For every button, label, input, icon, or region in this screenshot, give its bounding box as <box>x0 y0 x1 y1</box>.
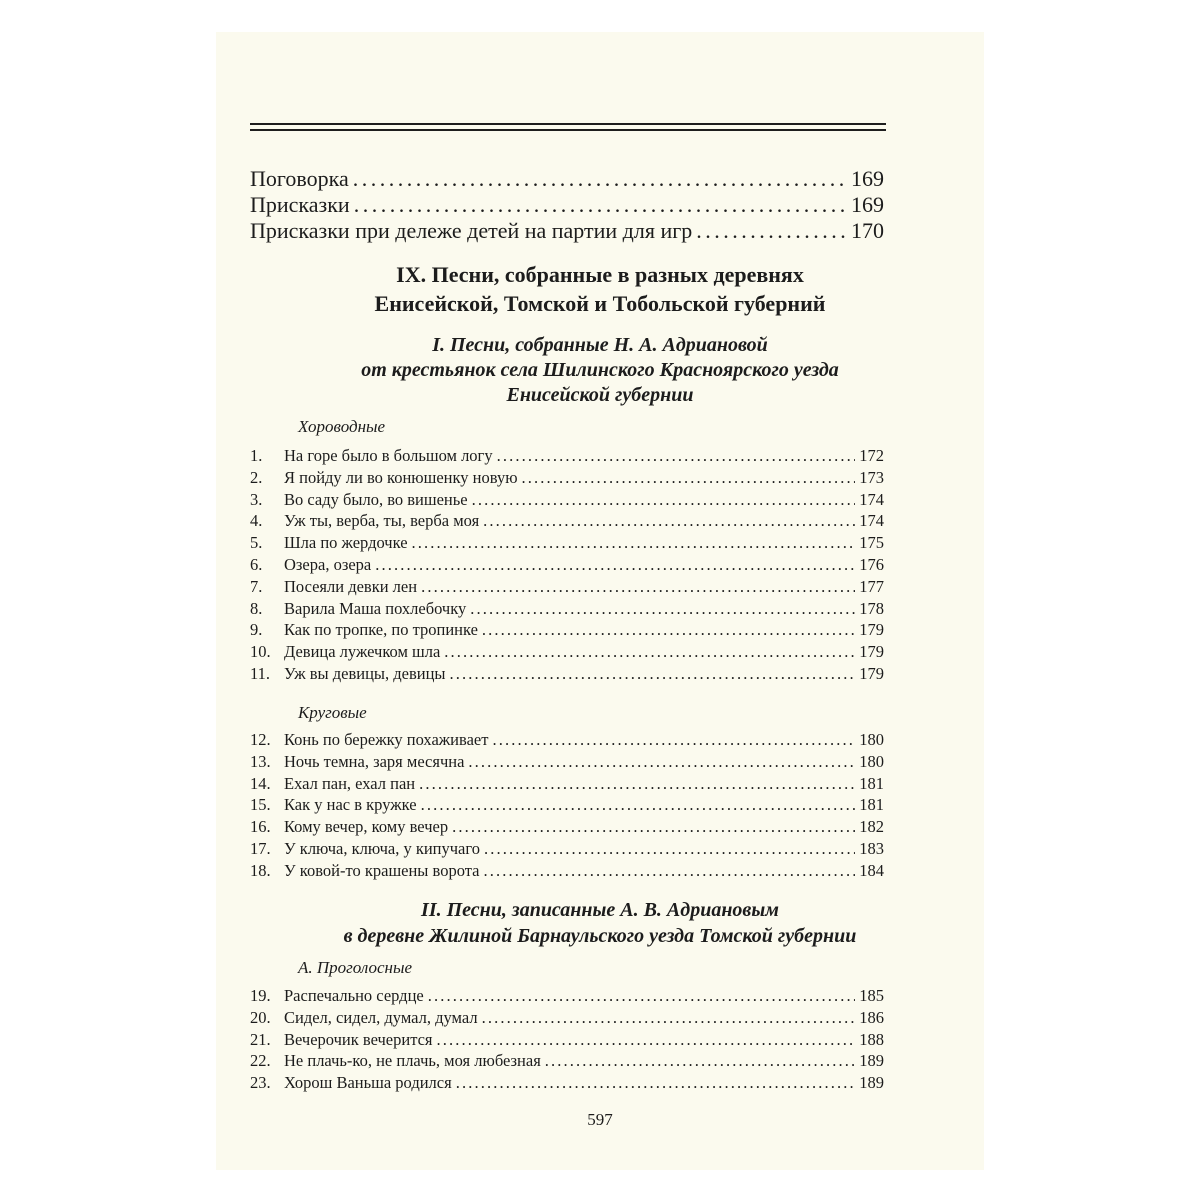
entry-title: Уж ты, верба, ты, верба моя <box>284 511 480 531</box>
entry-title: Шла по жердочке <box>284 533 408 553</box>
entry-page: 180 <box>859 730 884 749</box>
entry-page: 175 <box>859 533 884 553</box>
leader-dots <box>354 192 847 218</box>
entry-page: 173 <box>859 467 884 487</box>
toc-entry <box>250 1030 884 1051</box>
leader-dots <box>545 1051 855 1071</box>
leader-dots <box>696 218 847 244</box>
part-heading-line1: I. Песни, собранные Н. А. Адриановой <box>432 334 768 356</box>
leader-dots <box>482 620 855 640</box>
toc-entry <box>250 620 884 641</box>
toc-entry <box>250 577 884 598</box>
entry-page: 170 <box>851 218 884 243</box>
leader-dots <box>452 817 855 837</box>
entry-page: 179 <box>859 642 884 662</box>
toc-entry <box>250 1073 884 1094</box>
entry-number: 5. <box>250 533 263 553</box>
entry-number: 18. <box>250 860 271 880</box>
leader-dots <box>468 752 855 772</box>
leader-dots <box>522 468 856 488</box>
group-heading: Круговые <box>298 703 367 722</box>
leader-dots <box>437 1030 856 1050</box>
toc-entry <box>250 533 884 554</box>
entry-number: 2. <box>250 467 263 487</box>
entry-title: Я пойду ли во конюшенку новую <box>284 467 518 487</box>
entry-number: 1. <box>250 446 263 465</box>
entry-page: 178 <box>859 598 884 618</box>
entry-title: Конь по бережку похаживает <box>284 730 489 749</box>
entry-number: 22. <box>250 1051 271 1071</box>
leader-dots <box>444 642 855 662</box>
entry-title: Во саду было, во вишенье <box>284 489 468 509</box>
entry-title: Уж вы девицы, девицы <box>284 664 446 683</box>
entry-title: Не плачь-ко, не плачь, моя любезная <box>284 1051 541 1071</box>
part-heading-line2: в деревне Жилиной Барнаульского уезда Томской губернии <box>343 925 857 947</box>
entry-title: Кому вечер, кому вечер <box>284 817 449 837</box>
leader-dots <box>497 446 856 466</box>
entry-title: Присказки <box>250 192 350 217</box>
entry-page: 188 <box>859 1029 884 1049</box>
entry-number: 12. <box>250 730 271 749</box>
toc-entry <box>250 752 884 773</box>
entry-title: Озера, озера <box>284 555 372 574</box>
entry-page: 184 <box>859 860 884 880</box>
entry-number: 15. <box>250 795 271 815</box>
entry-title: Хорош Ваньша родился <box>284 1073 452 1093</box>
toc-entry <box>250 166 884 192</box>
entry-title: На горе было в большом логу <box>284 446 493 465</box>
entry-page: 174 <box>859 489 884 509</box>
entry-number: 6. <box>250 555 263 574</box>
leader-dots <box>482 1008 856 1028</box>
entry-title: Варила Маша похлебочку <box>284 598 467 618</box>
toc-entry <box>250 1008 884 1029</box>
entry-number: 11. <box>250 664 271 683</box>
toc-entry <box>250 192 884 218</box>
entry-title: Девица лужечком шла <box>284 642 441 662</box>
leader-dots <box>412 533 856 553</box>
leader-dots <box>450 664 856 684</box>
leader-dots <box>375 555 855 575</box>
toc-entry <box>250 817 884 838</box>
toc-entry <box>250 511 884 532</box>
entry-number: 3. <box>250 489 263 509</box>
leader-dots <box>470 599 855 619</box>
toc-entry <box>250 664 884 685</box>
entry-title: У ключа, ключа, у кипучаго <box>284 839 480 858</box>
entry-number: 9. <box>250 620 263 640</box>
toc-entry <box>250 642 884 663</box>
toc-entry <box>250 490 884 511</box>
entry-page: 177 <box>859 576 884 596</box>
entry-title: Сидел, сидел, думал, думал <box>284 1007 478 1027</box>
toc-entry <box>250 795 884 816</box>
entry-page: 181 <box>859 795 884 815</box>
entry-number: 13. <box>250 751 271 771</box>
entry-number: 16. <box>250 817 271 837</box>
entry-number: 8. <box>250 598 263 618</box>
entry-title: Распечально сердце <box>284 986 424 1005</box>
entry-page: 185 <box>859 986 884 1005</box>
leader-dots <box>428 986 856 1006</box>
entry-title: Ночь темна, заря месячна <box>284 751 465 771</box>
part-heading-line3: Енисейской губернии <box>506 384 694 406</box>
entry-page: 179 <box>859 664 884 683</box>
leader-dots <box>483 861 855 881</box>
toc-entry <box>250 468 884 489</box>
entry-number: 19. <box>250 986 271 1005</box>
part-heading-line1: II. Песни, записанные А. В. Адриановым <box>421 899 779 921</box>
entry-page: 174 <box>859 511 884 531</box>
page-number: 597 <box>587 1110 613 1129</box>
section-heading-line2: Енисейской, Томской и Тобольской губерний <box>374 291 826 316</box>
leader-dots <box>484 839 855 859</box>
entry-number: 20. <box>250 1007 271 1027</box>
toc-entry <box>250 839 884 860</box>
part-heading-line2: от крестьянок села Шилинского Красноярского уезда <box>361 359 839 381</box>
leader-dots <box>483 511 855 531</box>
header-rule-bottom <box>250 129 886 131</box>
entry-number: 10. <box>250 642 271 662</box>
entry-title: Как у нас в кружке <box>284 795 417 815</box>
entry-title: Присказки при дележе детей на партии для игр <box>250 218 693 243</box>
toc-entry <box>250 774 884 795</box>
leader-dots <box>456 1073 856 1093</box>
leader-dots <box>421 577 855 597</box>
leader-dots <box>492 730 855 750</box>
entry-page: 176 <box>859 555 884 574</box>
entry-number: 4. <box>250 511 263 531</box>
toc-entry <box>250 218 884 244</box>
entry-page: 186 <box>859 1007 884 1027</box>
group-heading: А. Проголосные <box>298 958 413 977</box>
header-rule-top <box>250 123 886 125</box>
toc-entry <box>250 1051 884 1072</box>
toc-entry <box>250 986 884 1007</box>
entry-number: 17. <box>250 839 271 858</box>
toc-entry <box>250 599 884 620</box>
entry-number: 7. <box>250 576 263 596</box>
toc-entry <box>250 555 884 576</box>
entry-number: 14. <box>250 773 271 793</box>
entry-page: 169 <box>851 192 884 217</box>
entry-title: Ехал пан, ехал пан <box>284 773 416 793</box>
toc-entry <box>250 861 884 882</box>
entry-page: 180 <box>859 751 884 771</box>
entry-number: 21. <box>250 1029 271 1049</box>
entry-title: Поговорка <box>250 166 349 191</box>
toc-entry <box>250 446 884 467</box>
entry-number: 23. <box>250 1073 271 1093</box>
entry-title: У ковой-то крашены ворота <box>284 860 480 880</box>
leader-dots <box>421 795 856 815</box>
entry-title: Вечерочик вечерится <box>284 1029 433 1049</box>
group-heading: Хороводные <box>298 417 386 436</box>
entry-page: 179 <box>859 620 884 640</box>
entry-page: 183 <box>859 839 884 858</box>
leader-dots <box>472 490 856 510</box>
entry-title: Посеяли девки лен <box>284 576 418 596</box>
entry-page: 181 <box>859 773 884 793</box>
leader-dots <box>353 166 847 192</box>
entry-page: 169 <box>851 166 884 191</box>
entry-page: 172 <box>859 446 884 465</box>
entry-title: Как по тропке, по тропинке <box>284 620 478 640</box>
toc-entry <box>250 730 884 751</box>
entry-page: 182 <box>859 817 884 837</box>
entry-page: 189 <box>859 1073 884 1093</box>
section-heading-line1: IX. Песни, собранные в разных деревнях <box>396 262 804 287</box>
leader-dots <box>419 774 855 794</box>
entry-page: 189 <box>859 1051 884 1071</box>
